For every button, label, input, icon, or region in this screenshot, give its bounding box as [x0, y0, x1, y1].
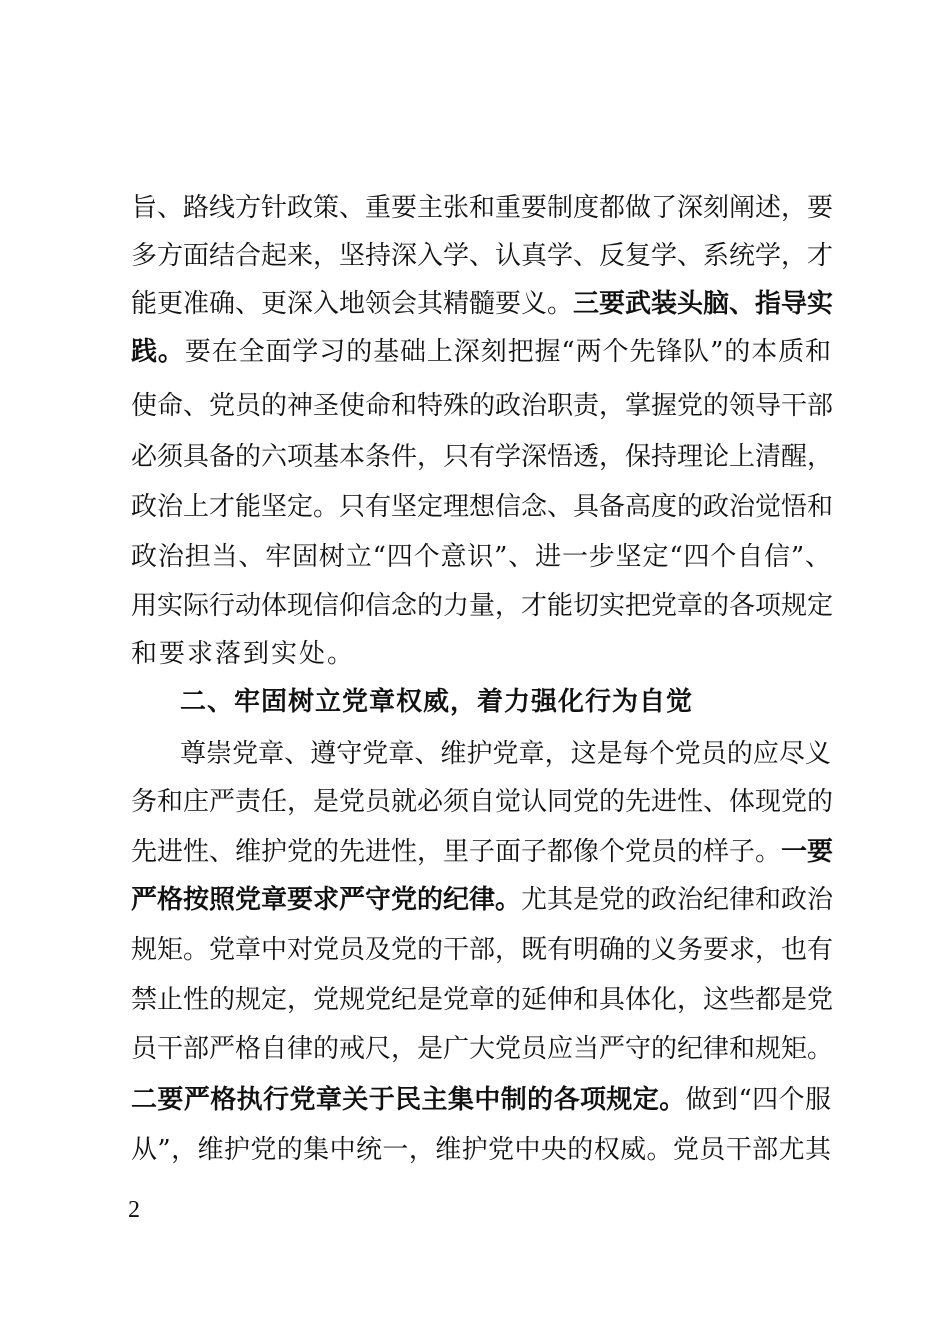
page-number: 2 — [128, 1197, 140, 1223]
paragraph-line: 必须具备的六项基本条件，只有学深悟透，保持理论上清醒， — [131, 442, 834, 472]
paragraph-line — [131, 284, 834, 324]
paragraph-text: 做到“四个服 — [685, 1085, 831, 1115]
paragraph-line: 政治担当、牢固树立“四个意识”、进一步坚定“四个自信”、 — [131, 542, 831, 572]
paragraph-text: 尤其是党的政治纪律和政治 — [521, 885, 834, 915]
paragraph-line: 多方面结合起来，坚持深入学、认真学、反复学、系统学，才 — [131, 241, 834, 271]
paragraph-line: 员干部严格自律的戒尺，是广大党员应当严守的纪律和规矩。 — [131, 1034, 834, 1064]
paragraph-line: 从”，维护党的集中统一，维护党中央的权威。党员干部尤其 — [131, 1135, 831, 1165]
section-heading: 二、牢固树立党章权威，着力强化行为自觉 — [180, 687, 694, 717]
paragraph-line: 旨、路线方针政策、重要主张和重要制度都做了深刻阐述，要 — [131, 193, 834, 223]
paragraph-line: 和要求落到实处。 — [131, 639, 356, 669]
paragraph-line — [131, 332, 831, 372]
bold-key-point: 一要 — [781, 837, 834, 867]
paragraph-line: 务和庄严责任，是党员就必须自觉认同党的先进性、体现党的 — [131, 787, 834, 817]
paragraph-line: 使命、党员的神圣使命和特殊的政治职责，掌握党的领导干部 — [131, 391, 834, 421]
bold-key-point: 二要严格执行党章关于民主集中制的各项规定。 — [131, 1085, 686, 1115]
paragraph-line — [131, 832, 834, 872]
paragraph-line — [131, 880, 834, 920]
paragraph-text: 要在全面学习的基础上深刻把握“两个先锋队”的本质和 — [184, 337, 831, 367]
paragraph-line — [131, 1080, 831, 1120]
paragraph-line: 政治上才能坚定。只有坚定理想信念、具备高度的政治觉悟和 — [131, 492, 834, 522]
paragraph-line: 尊崇党章、遵守党章、维护党章，这是每个党员的应尽义 — [180, 739, 831, 769]
bold-key-point: 践。 — [131, 337, 185, 367]
paragraph-line: 用实际行动体现信仰信念的力量，才能切实把党章的各项规定 — [131, 591, 834, 621]
paragraph-text: 能更准确、更深入地领会其精髓要义。 — [131, 289, 574, 319]
bold-key-point: 三要武装头脑、指导实 — [573, 289, 834, 319]
paragraph-text: 先进性、维护党的先进性，里子面子都像个党员的样子。 — [131, 837, 782, 867]
paragraph-line: 规矩。党章中对党员及党的干部，既有明确的义务要求，也有 — [131, 935, 834, 965]
paragraph-line: 禁止性的规定，党规党纪是党章的延伸和具体化，这些都是党 — [131, 985, 834, 1015]
bold-key-point: 严格按照党章要求严守党的纪律。 — [131, 885, 522, 915]
